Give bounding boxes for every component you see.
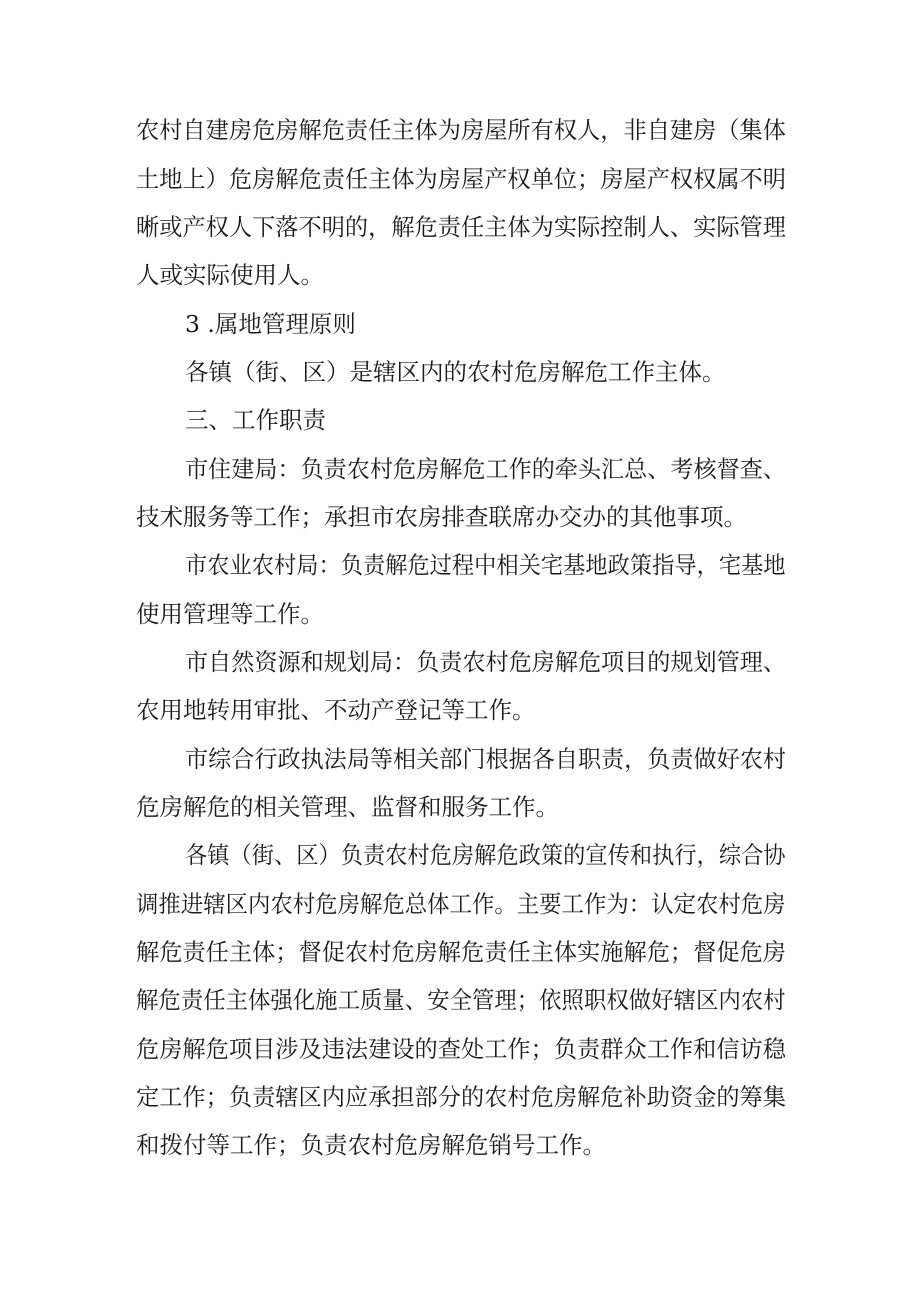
text-line: 技术服务等工作；承担市农房排查联席办交办的其他事项。 bbox=[136, 503, 747, 531]
text-line: 各镇（街、区）负责农村危房解危政策的宣传和执行，综合协 bbox=[185, 841, 786, 869]
text-line: 农村自建房危房解危责任主体为房屋所有权人，非自建房（集体 bbox=[136, 116, 786, 144]
text-line: 解危责任主体强化施工质量、安全管理；依照职权做好辖区内农村 bbox=[136, 986, 786, 1014]
text-line: 调推进辖区内农村危房解危总体工作。主要工作为：认定农村危房 bbox=[136, 890, 786, 918]
text-line: 危房解危项目涉及违法建设的查处工作；负责群众工作和信访稳 bbox=[136, 1035, 786, 1063]
text-line: 定工作；负责辖区内应承担部分的农村危房解危补助资金的筹集 bbox=[136, 1083, 786, 1111]
text-line: 和拨付等工作；负责农村危房解危销号工作。 bbox=[136, 1131, 606, 1159]
text-line: 解危责任主体；督促农村危房解危责任主体实施解危；督促危房 bbox=[136, 938, 786, 966]
text-line: 晰或产权人下落不明的，解危责任主体为实际控制人、实际管理 bbox=[136, 213, 786, 241]
text-line: 土地上）危房解危责任主体为房屋产权单位；房屋产权权属不明 bbox=[136, 165, 786, 193]
text-line: 市自然资源和规划局：负责农村危房解危项目的规划管理、 bbox=[185, 648, 786, 676]
text-line: 市住建局：负责农村危房解危工作的牵头汇总、考核督查、 bbox=[185, 455, 786, 483]
text-line: 危房解危的相关管理、监督和服务工作。 bbox=[136, 793, 559, 821]
text-line: 市农业农村局：负责解危过程中相关宅基地政策指导，宅基地 bbox=[185, 551, 786, 579]
section-heading: 3 .属地管理原则 bbox=[185, 310, 356, 338]
text-line: 市综合行政执法局等相关部门根据各自职责，负责做好农村 bbox=[185, 745, 786, 773]
text-line: 人或实际使用人。 bbox=[136, 261, 324, 289]
text-line: 使用管理等工作。 bbox=[136, 600, 324, 628]
section-heading: 三、工作职责 bbox=[185, 406, 326, 434]
text-line: 农用地转用审批、不动产登记等工作。 bbox=[136, 696, 536, 724]
text-line: 各镇（街、区）是辖区内的农村危房解危工作主体。 bbox=[185, 358, 726, 386]
